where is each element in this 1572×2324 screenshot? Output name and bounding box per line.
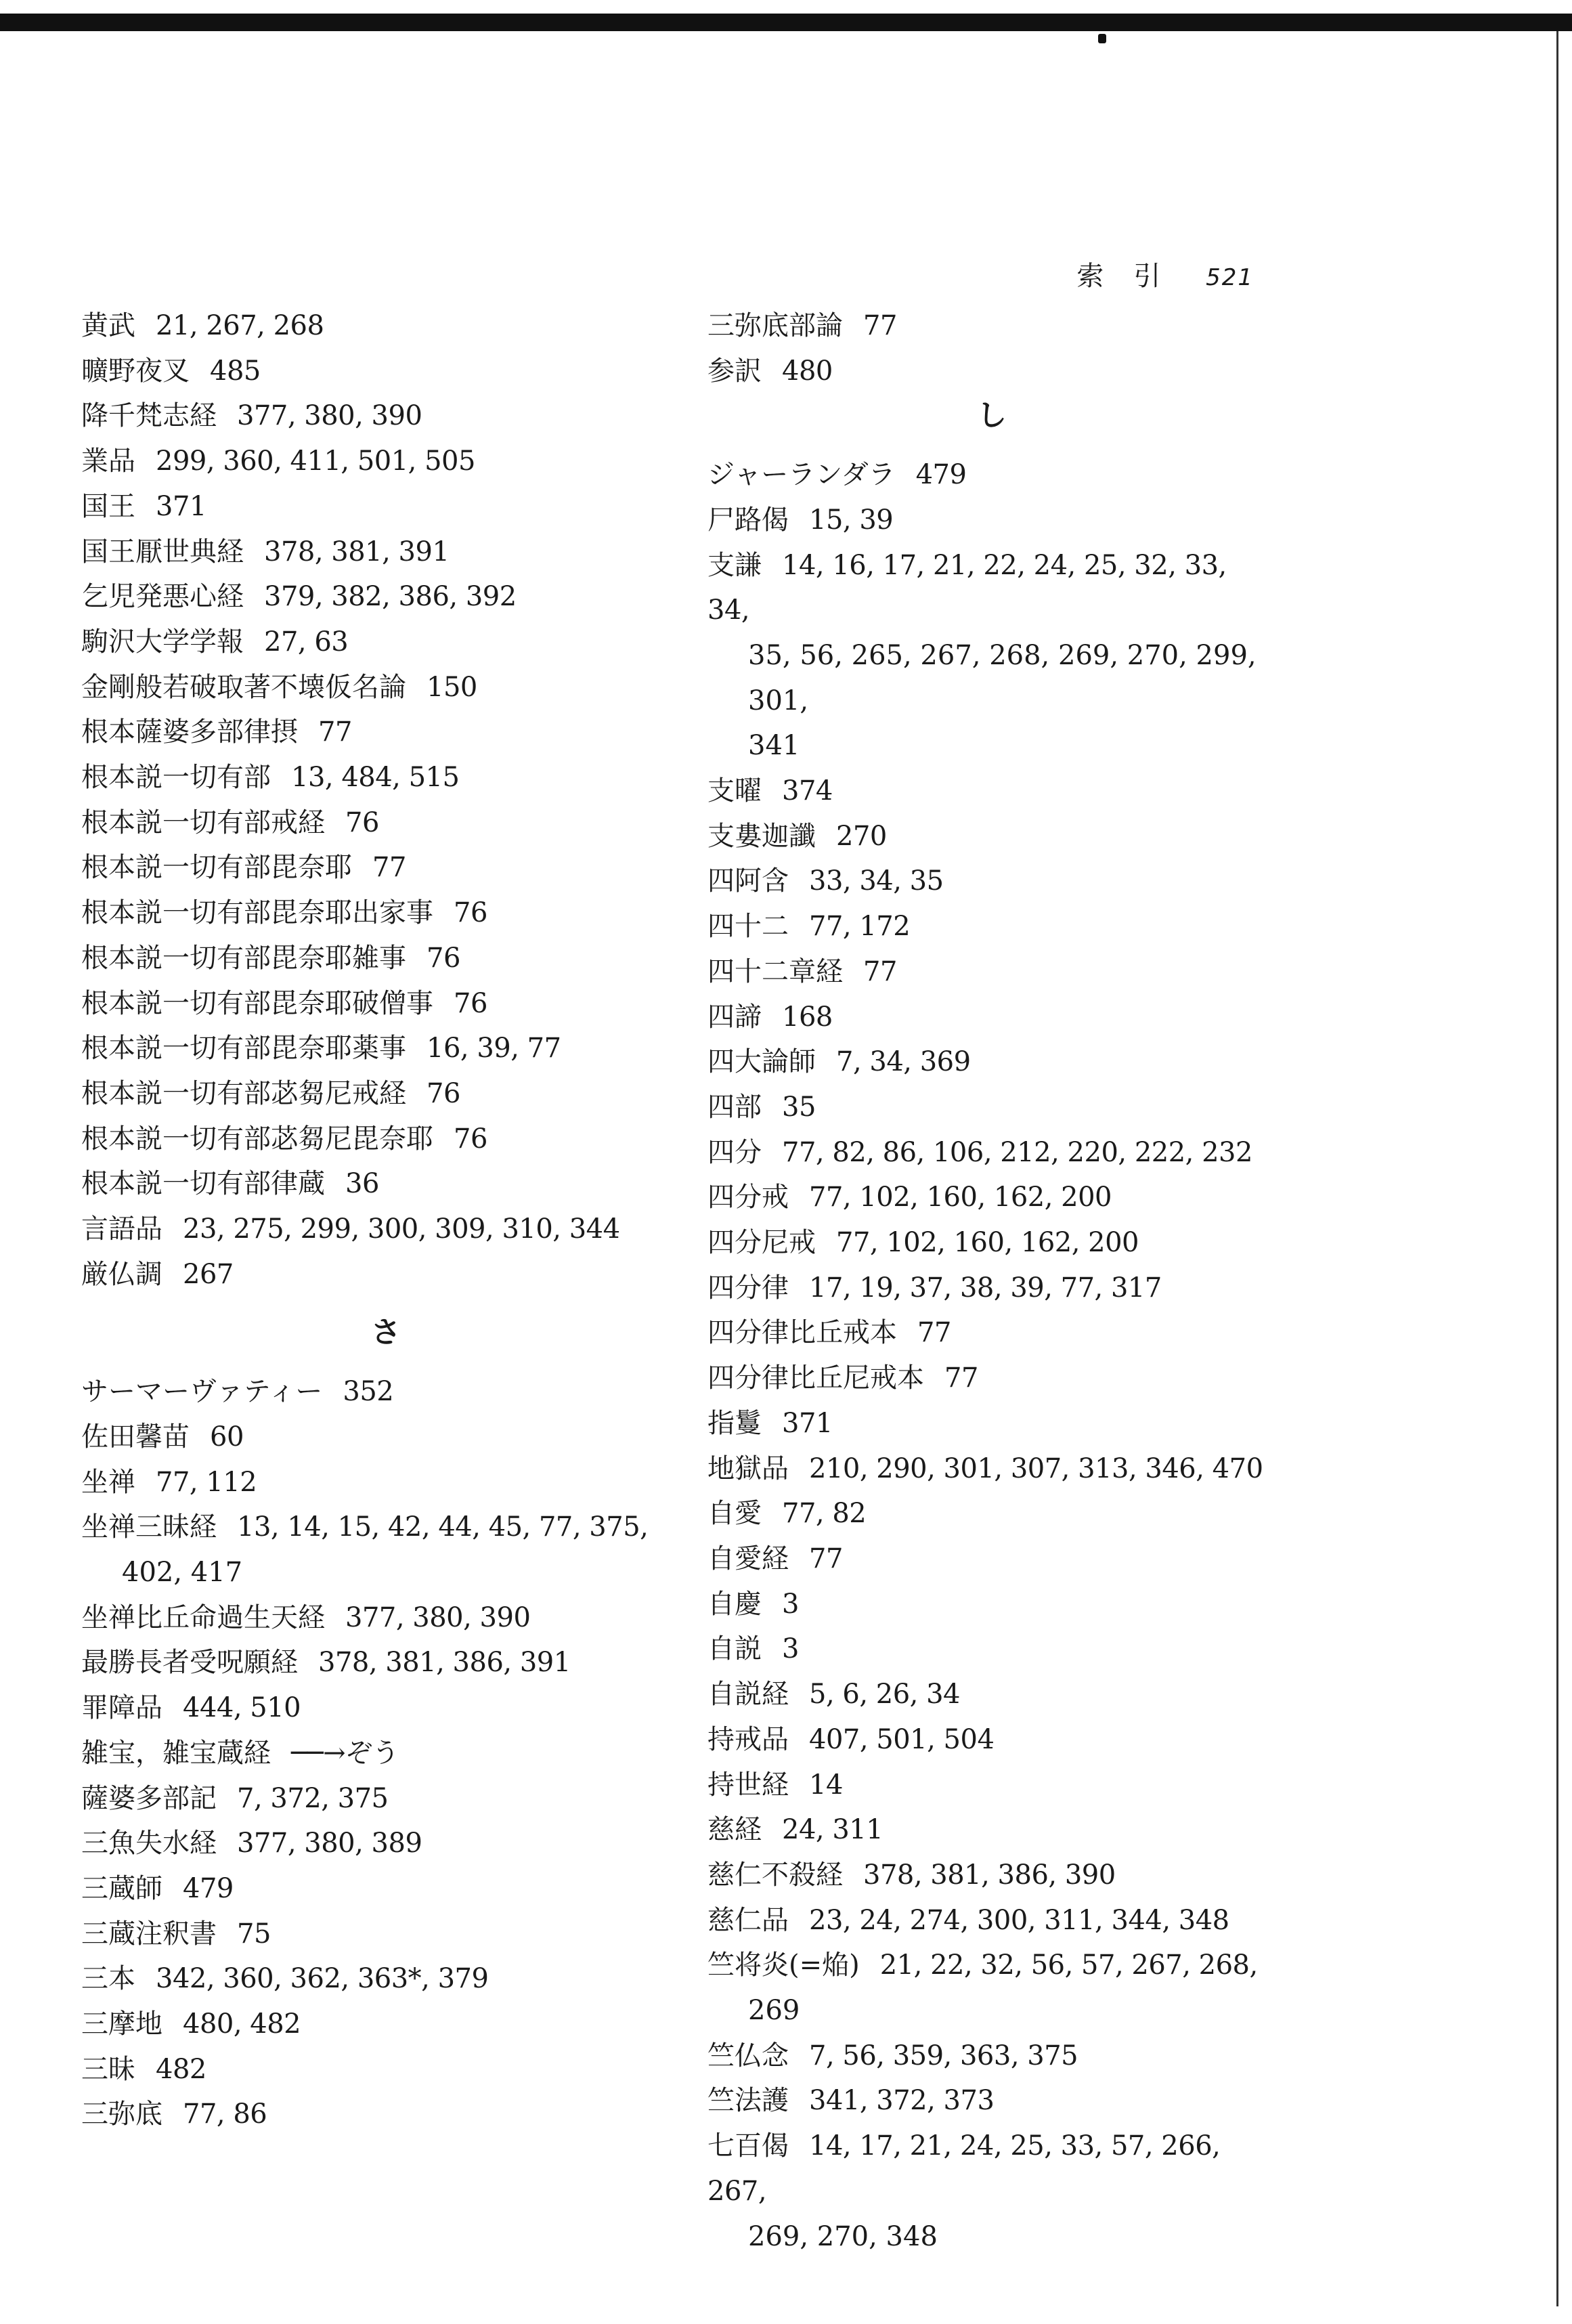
index-term: 坐禅: [81, 1466, 135, 1498]
index-term: 慈仁品: [707, 1904, 789, 1936]
index-pages: 23, 24, 274, 300, 311, 344, 348: [809, 1904, 1229, 1936]
index-entry: [707, 498, 1276, 543]
index-term: 慈経: [707, 1814, 762, 1846]
index-pages: 15, 39: [809, 504, 894, 536]
index-entry: [707, 995, 1276, 1040]
entry-list: [81, 1369, 691, 2137]
entry-list: [707, 452, 1276, 2259]
index-entry: [707, 2124, 1276, 2259]
index-term: 国王: [81, 490, 135, 522]
index-pages: 267: [183, 1258, 234, 1290]
index-entry: [707, 769, 1276, 814]
index-term: 尸路偈: [707, 504, 789, 536]
index-term: 地獄品: [707, 1452, 789, 1484]
index-entry: [707, 1943, 1276, 2033]
index-entry: [707, 1717, 1276, 1763]
index-pages: 76: [454, 987, 487, 1019]
index-entry: [81, 2002, 691, 2047]
index-entry: [707, 1130, 1276, 1176]
index-pages: 3: [782, 1633, 799, 1665]
index-entry: [81, 1595, 691, 1641]
index-entry: [81, 2047, 691, 2092]
index-entry: [81, 1161, 691, 1207]
index-term: サーマーヴァティー: [81, 1376, 323, 1408]
index-term: 佐田馨苗: [81, 1421, 190, 1452]
index-entry: [81, 800, 691, 846]
index-entry: [707, 2034, 1276, 2079]
index-term: 四部: [707, 1091, 762, 1123]
index-pages: 77: [318, 716, 352, 748]
index-term: 四諦: [707, 1001, 762, 1033]
index-pages: 21, 22, 32, 56, 57, 267, 268,: [879, 1950, 1258, 1981]
index-entry: [707, 1898, 1276, 1943]
scan-right-edge: [1556, 31, 1558, 2306]
index-entry: [707, 1536, 1276, 1582]
index-entry: [81, 1117, 691, 1162]
index-term: 三弥底: [81, 2099, 162, 2130]
index-term: 根本薩婆多部律摂: [81, 716, 298, 748]
index-term: 四分戒: [707, 1182, 789, 1213]
index-term: 三摩地: [81, 2008, 162, 2040]
index-term: 持戒品: [707, 1723, 789, 1755]
index-pages: 13, 484, 515: [291, 762, 460, 794]
index-entry: [707, 1310, 1276, 1356]
index-term: 四阿含: [707, 865, 789, 897]
index-pages-continued: 341: [748, 730, 800, 762]
index-term: 言語品: [81, 1213, 162, 1245]
index-entry: [81, 1460, 691, 1505]
index-pages: 168: [782, 1001, 833, 1033]
index-term: 参訳: [707, 355, 762, 387]
index-pages: 76: [454, 897, 487, 929]
index-pages: 23, 275, 299, 300, 309, 310, 344: [183, 1213, 620, 1245]
index-entry: [81, 710, 691, 755]
index-term: 自愛経: [707, 1543, 789, 1574]
index-entry: [707, 1763, 1276, 1808]
index-term: 乞児発悪心経: [81, 581, 244, 613]
right-column: [707, 303, 1276, 2259]
index-pages: 77: [372, 852, 406, 884]
index-pages: 377, 380, 390: [345, 1601, 531, 1633]
index-term: 三魚失水経: [81, 1828, 217, 1859]
index-entry: [81, 1415, 691, 1460]
index-entry: [81, 755, 691, 800]
running-header: [1076, 255, 1254, 293]
index-entry: [81, 1369, 691, 1415]
index-entry: [81, 1731, 691, 1776]
index-pages: 14: [809, 1769, 843, 1801]
index-pages: 407, 501, 504: [809, 1723, 995, 1755]
index-pages: 7, 34, 369: [836, 1046, 971, 1078]
index-entry: [81, 845, 691, 890]
index-pages: 352: [343, 1376, 394, 1408]
index-term: 根本説一切有部: [81, 762, 271, 794]
scan-mark: [1098, 34, 1106, 43]
entry-list: [81, 303, 691, 1297]
index-entry: [707, 543, 1276, 769]
index-pages: 342, 360, 362, 363*, 379: [156, 1963, 489, 1995]
index-entry: [707, 904, 1276, 949]
index-pages: 60: [210, 1421, 244, 1452]
index-pages: 7, 372, 375: [237, 1782, 389, 1814]
index-entry: [707, 349, 1276, 394]
index-entry: [81, 530, 691, 575]
index-pages: 378, 381, 386, 391: [318, 1647, 571, 1679]
index-term: 坐禅三昧経: [81, 1511, 217, 1543]
index-pages: 17, 19, 37, 38, 39, 77, 317: [809, 1272, 1162, 1304]
index-term: 竺法護: [707, 2085, 789, 2117]
index-term: 指鬘: [707, 1407, 762, 1439]
index-pages: 7, 56, 359, 363, 375: [809, 2040, 1078, 2071]
index-pages-continued: 402, 417: [122, 1556, 243, 1588]
index-term: 根本説一切有部毘奈耶: [81, 852, 352, 884]
index-term: 根本説一切有部戒経: [81, 806, 325, 838]
index-entry: [707, 303, 1276, 349]
index-pages: 36: [345, 1168, 379, 1200]
index-pages: 341, 372, 373: [809, 2085, 995, 2117]
index-entry: [707, 452, 1276, 498]
index-entry: [707, 859, 1276, 904]
index-term: 支曜: [707, 775, 762, 807]
index-pages: ──→ぞう: [291, 1737, 399, 1769]
index-pages-continued: 269, 270, 348: [748, 2220, 938, 2252]
index-term: 三弥底部論: [707, 310, 843, 341]
index-pages: 21, 267, 268: [156, 310, 324, 341]
entry-list: [707, 303, 1276, 393]
index-pages: 77: [863, 310, 897, 341]
index-term: 自説経: [707, 1679, 789, 1710]
index-term: 根本説一切有部毘奈耶出家事: [81, 897, 433, 929]
index-pages: 379, 382, 386, 392: [264, 581, 517, 613]
index-pages: 485: [210, 355, 261, 387]
index-entry: [707, 1807, 1276, 1853]
index-pages: 76: [454, 1123, 487, 1155]
index-term: 降千梵志経: [81, 400, 217, 432]
index-entry: [707, 1627, 1276, 1672]
index-term: 薩婆多部記: [81, 1782, 217, 1814]
index-pages: 77: [863, 955, 897, 987]
index-term: 四分律: [707, 1272, 789, 1304]
index-entry: [707, 1672, 1276, 1717]
index-term: 四分尼戒: [707, 1227, 816, 1259]
index-pages: 150: [427, 671, 477, 703]
index-pages: 480, 482: [183, 2008, 301, 2040]
index-term: 四分律比丘尼戒本: [707, 1362, 924, 1394]
index-pages: 77: [944, 1362, 978, 1394]
index-entry: [81, 981, 691, 1027]
index-term: 自愛: [707, 1498, 762, 1530]
index-term: 三本: [81, 1963, 135, 1995]
index-pages: 76: [427, 942, 460, 974]
index-pages: 77: [809, 1543, 843, 1574]
index-entry: [81, 1821, 691, 1866]
index-entry: [707, 1401, 1276, 1446]
index-term: 黄武: [81, 310, 135, 341]
index-term: 坐禅比丘命過生天経: [81, 1601, 325, 1633]
index-pages: 77, 102, 160, 162, 200: [809, 1182, 1112, 1213]
index-pages: 371: [782, 1407, 833, 1439]
index-entry: [81, 620, 691, 665]
index-term: 竺仏念: [707, 2040, 789, 2071]
index-pages: 13, 14, 15, 42, 44, 45, 77, 375,: [237, 1511, 649, 1543]
index-pages: 377, 380, 389: [237, 1828, 422, 1859]
index-pages: 75: [237, 1918, 271, 1950]
index-pages: 77, 82: [782, 1498, 867, 1530]
index-pages: 482: [156, 2053, 206, 2085]
index-entry: [81, 393, 691, 439]
index-term: 厳仏調: [81, 1258, 162, 1290]
index-pages: 33, 34, 35: [809, 865, 944, 897]
index-pages: 14, 17, 21, 24, 25, 33, 57, 266, 267,: [707, 2130, 1221, 2207]
index-term: 四十二章経: [707, 955, 843, 987]
index-entry: [81, 349, 691, 394]
index-pages: 77, 86: [183, 2099, 267, 2130]
index-entry: [707, 1491, 1276, 1536]
left-column: [81, 303, 691, 2137]
index-term: 業品: [81, 446, 135, 477]
index-entry: [707, 1085, 1276, 1130]
index-term: 三昧: [81, 2053, 135, 2085]
index-entry: [707, 814, 1276, 859]
index-entry: [81, 1071, 691, 1117]
index-entry: [81, 484, 691, 530]
index-term: 四大論師: [707, 1046, 816, 1078]
index-entry: [707, 1175, 1276, 1220]
index-entry: [707, 1266, 1276, 1311]
index-entry: [81, 1505, 691, 1595]
index-term: 根本説一切有部苾芻尼戒経: [81, 1077, 406, 1109]
index-entry: [707, 1039, 1276, 1085]
index-pages: 27, 63: [264, 626, 349, 658]
scan-top-edge: [0, 14, 1572, 31]
index-pages: 35: [782, 1091, 816, 1123]
index-entry: [707, 1582, 1276, 1627]
index-pages: 479: [915, 459, 967, 491]
index-entry: [81, 1776, 691, 1822]
index-pages: 76: [427, 1077, 460, 1109]
index-pages: 377, 380, 390: [237, 400, 422, 432]
index-entry: [81, 1685, 691, 1731]
index-entry: [81, 303, 691, 349]
index-entry: [707, 1446, 1276, 1492]
index-term: 四十二: [707, 911, 789, 943]
index-term: 国王厭世典経: [81, 536, 244, 567]
index-entry: [81, 1252, 691, 1297]
index-pages: 77, 102, 160, 162, 200: [836, 1227, 1139, 1259]
index-pages: 479: [183, 1872, 234, 1904]
index-pages: 24, 311: [782, 1814, 883, 1846]
index-term: 竺将炎(=焔): [707, 1950, 860, 1981]
index-term: 根本説一切有部毘奈耶薬事: [81, 1033, 406, 1064]
index-term: 三蔵師: [81, 1872, 162, 1904]
index-term: 曠野夜叉: [81, 355, 190, 387]
index-entry: [81, 2092, 691, 2137]
index-entry: [707, 1853, 1276, 1898]
index-entry: [81, 1912, 691, 1957]
index-pages: 210, 290, 301, 307, 313, 346, 470: [809, 1452, 1263, 1484]
index-entry: [81, 1866, 691, 1912]
index-pages: 270: [836, 820, 887, 852]
index-term: 七百偈: [707, 2130, 789, 2162]
index-term: 根本説一切有部苾芻尼毘奈耶: [81, 1123, 433, 1155]
index-term: 支婁迦讖: [707, 820, 816, 852]
index-pages: 76: [345, 806, 379, 838]
index-entry: [81, 439, 691, 484]
section-heading-shi: し: [977, 398, 1007, 433]
index-pages: 77, 112: [156, 1466, 257, 1498]
index-pages: 444, 510: [183, 1692, 301, 1724]
index-term: 四分律比丘戒本: [707, 1317, 897, 1349]
index-term: 支謙: [707, 549, 762, 581]
index-entry: [81, 1026, 691, 1071]
index-entry: [707, 1220, 1276, 1266]
index-term: 三蔵注釈書: [81, 1918, 217, 1950]
index-pages-continued: 269: [748, 1995, 800, 2027]
index-pages-continued: 35, 56, 265, 267, 268, 269, 270, 299, 301,: [748, 639, 1257, 716]
index-term: 根本説一切有部毘奈耶雑事: [81, 942, 406, 974]
index-pages: 374: [782, 775, 833, 807]
index-entry: [707, 949, 1276, 995]
section-heading-sa: さ: [371, 1315, 401, 1350]
index-term: 雑宝，雑宝蔵経: [81, 1737, 271, 1769]
index-pages: 77: [917, 1317, 951, 1349]
index-pages: 371: [156, 490, 206, 522]
index-pages: 299, 360, 411, 501, 505: [156, 446, 475, 477]
index-term: 慈仁不殺経: [707, 1859, 843, 1891]
index-entry: [81, 574, 691, 620]
index-term: 持世経: [707, 1769, 789, 1801]
index-entry: [81, 1640, 691, 1685]
index-term: 金剛般若破取著不壊仮名論: [81, 671, 406, 703]
index-term: 自慶: [707, 1588, 762, 1620]
index-entry: [81, 1207, 691, 1252]
index-term: 根本説一切有部律蔵: [81, 1168, 325, 1200]
index-term: 駒沢大学学報: [81, 626, 244, 658]
index-entry: [81, 890, 691, 936]
index-term: 罪障品: [81, 1692, 162, 1724]
index-pages: 77, 172: [809, 911, 911, 943]
index-entry: [81, 665, 691, 710]
index-entry: [81, 936, 691, 981]
index-term: 四分: [707, 1136, 762, 1168]
index-term: ジャーランダラ: [707, 459, 896, 491]
index-term: 最勝長者受呪願経: [81, 1647, 298, 1679]
index-entry: [707, 2078, 1276, 2124]
index-pages: 77, 82, 86, 106, 212, 220, 222, 232: [782, 1136, 1252, 1168]
index-pages: 14, 16, 17, 21, 22, 24, 25, 32, 33, 34,: [707, 549, 1227, 626]
index-pages: 378, 381, 391: [264, 536, 450, 567]
index-pages: 3: [782, 1588, 799, 1620]
index-entry: [81, 1956, 691, 2002]
index-pages: 378, 381, 386, 390: [863, 1859, 1116, 1891]
header-title: 索 引: [1076, 261, 1162, 292]
index-entry: [707, 1356, 1276, 1401]
index-pages: 16, 39, 77: [427, 1033, 561, 1064]
index-pages: 480: [782, 355, 833, 387]
index-term: 自説: [707, 1633, 762, 1665]
index-term: 根本説一切有部毘奈耶破僧事: [81, 987, 433, 1019]
index-pages: 5, 6, 26, 34: [809, 1679, 960, 1710]
page-number: 521: [1206, 264, 1254, 291]
